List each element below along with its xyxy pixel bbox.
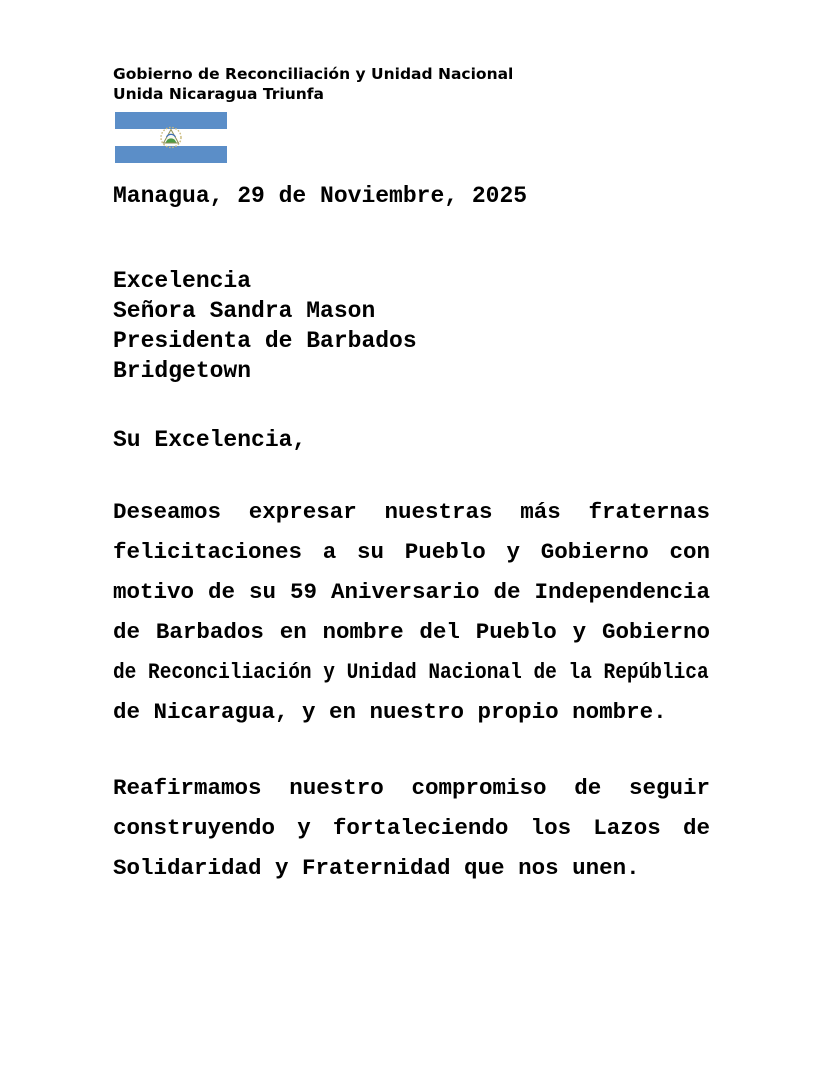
letterhead-line-government: Gobierno de Reconciliación y Unidad Nacional: [113, 65, 514, 83]
paragraph-line: Deseamos expresar nuestras más fraternas: [113, 499, 710, 525]
paragraph-line: Solidaridad y Fraternidad que nos unen.: [113, 855, 640, 881]
paragraph-line: de Nicaragua, y en nuestro propio nombre.: [113, 699, 667, 725]
paragraph-line-condensed: [113, 652, 710, 692]
letterhead-line-motto: Unida Nicaragua Triunfa: [113, 85, 325, 103]
paragraph-line: motivo de su 59 Aniversario de Independencia: [113, 579, 710, 605]
date-line: Managua, 29 de Noviembre, 2025: [113, 183, 528, 209]
condensed-text: de Reconciliación y Unidad Nacional de la República: [113, 659, 709, 685]
paragraph-line: de Barbados en nombre del Pueblo y Gobierno: [113, 619, 710, 645]
addressee-honorific: Excelencia: [113, 268, 252, 294]
paragraph-line: Reafirmamos nuestro compromiso de seguir: [113, 775, 710, 801]
body-paragraph-1: [113, 492, 710, 732]
addressee-name: Señora Sandra Mason: [113, 298, 376, 324]
body-paragraph-2: [113, 768, 710, 888]
paragraph-line: felicitaciones a su Pueblo y Gobierno con: [113, 539, 710, 565]
flag-top-stripe: [115, 112, 227, 129]
addressee-block: [113, 266, 417, 386]
addressee-title: Presidenta de Barbados: [113, 328, 417, 354]
paragraph-line: construyendo y fortaleciendo los Lazos de: [113, 815, 710, 841]
flag-bottom-stripe: [115, 146, 227, 163]
letterhead: [113, 64, 513, 104]
addressee-city: Bridgetown: [113, 358, 252, 384]
nicaragua-flag-icon: [115, 112, 227, 163]
salutation: Su Excelencia,: [113, 427, 307, 453]
